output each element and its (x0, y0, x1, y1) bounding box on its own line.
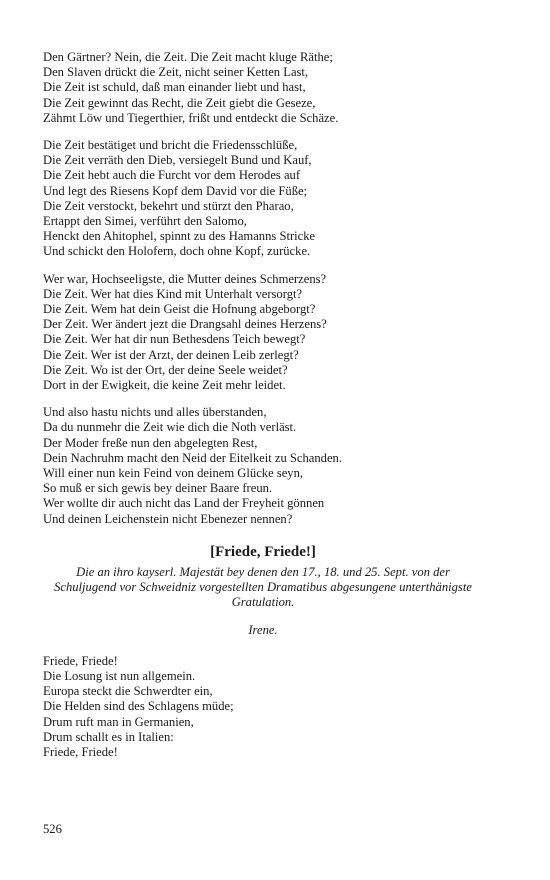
verse-line: Der Moder freße nun den abgelegten Rest, (43, 435, 258, 450)
verse-line: Wer wollte dir auch nicht das Land der Freyheit gönnen (43, 496, 325, 511)
poem-dedication: Die an ihro kayserl. Majestät bey denen den 17., 18. und 25. Sept. von der Schuljugend vor Schweidniz vorgestellten Dramatibus abgesungene unterthänigste Gratulation. (54, 564, 472, 610)
verse-line: Wer war, Hochseeligste, die Mutter deines Schmerzens? (43, 271, 327, 286)
verse-line: Friede, Friede! (43, 744, 118, 759)
verse-line: Die Zeit. Wem hat dein Geist die Hofnung abgeborgt? (43, 302, 316, 317)
verse-line: Die Zeit. Wer hat dir nun Bethesdens Teich bewegt? (43, 332, 306, 347)
verse-line: Die Zeit verstockt, bekehrt und stürzt den Pharao, (43, 198, 294, 213)
stanza-4 (43, 405, 483, 527)
verse-line: Will einer nun kein Feind von deinem Glücke seyn, (43, 466, 304, 481)
verse-line: Die Zeit bestätiget und bricht die Friedensschlüße, (43, 138, 298, 153)
verse-line: Die Zeit. Wer ist der Arzt, der deinen Leib zerlegt? (43, 347, 299, 362)
stanza-1 (43, 50, 483, 126)
verse-line: Die Zeit. Wo ist der Ort, der deine Seele weidet? (43, 362, 288, 377)
page-body (43, 50, 483, 772)
verse-line: Zähmt Löw und Tiegerthier, frißt und entdeckt die Schäze. (43, 110, 339, 125)
verse-line: Den Gärtner? Nein, die Zeit. Die Zeit macht kluge Räthe; (43, 50, 333, 64)
verse-line: Und also hastu nichts und alles überstanden, (43, 405, 267, 420)
stanza-3 (43, 272, 483, 394)
verse-line: Und legt des Riesens Kopf dem David vor die Füße; (43, 183, 308, 198)
speaker-name: Irene. (248, 622, 278, 637)
verse-line: Und deinen Leichenstein nicht Ebenezer nennen? (43, 511, 293, 526)
verse-line: Drum ruft man in Germanien, (43, 714, 194, 729)
stanza-2 (43, 138, 483, 260)
verse-line: Da du nunmehr die Zeit wie dich die Noth verläst. (43, 420, 297, 435)
page-number: 526 (43, 822, 62, 836)
verse-line: Drum schallt es in Italien: (43, 729, 174, 744)
verse-line: Henckt den Ahitophel, spinnt zu des Hamanns Stricke (43, 229, 316, 244)
verse-line: Die Zeit ist schuld, daß man einander liebt und hast, (43, 80, 306, 95)
verse-line: Den Slaven drückt die Zeit, nicht seiner Ketten Last, (43, 65, 309, 80)
verse-line: Ertappt den Simei, verführt den Salomo, (43, 214, 247, 229)
verse-line: Die Zeit. Wer hat dies Kind mit Unterhalt versorgt? (43, 286, 303, 301)
verse-line: Die Losung ist nun allgemein. (43, 668, 196, 683)
verse-line: Die Zeit gewinnt das Recht, die Zeit giebt die Geseze, (43, 95, 316, 110)
stanza-5 (43, 654, 483, 760)
verse-line: Die Zeit verräth den Dieb, versiegelt Bund und Kauf, (43, 153, 312, 168)
verse-line: Dort in der Ewigkeit, die keine Zeit mehr leidet. (43, 378, 286, 393)
verse-line: Europa steckt die Schwerdter ein, (43, 684, 213, 699)
verse-line: Die Zeit hebt auch die Furcht vor dem Herodes auf (43, 168, 301, 183)
verse-line: Dein Nachruhm macht den Neid der Eitelkeit zu Schanden. (43, 450, 342, 465)
verse-line: Der Zeit. Wer ändert jezt die Drangsahl deines Herzens? (43, 317, 327, 332)
verse-line: So muß er sich gewis bey deiner Baare freun. (43, 481, 273, 496)
verse-line: Und schickt den Holofern, doch ohne Kopf, zurücke. (43, 244, 311, 259)
verse-line: Friede, Friede! (43, 653, 118, 668)
verse-line: Die Helden sind des Schlagens müde; (43, 699, 234, 714)
poem-title: [Friede, Friede!] (210, 543, 316, 560)
